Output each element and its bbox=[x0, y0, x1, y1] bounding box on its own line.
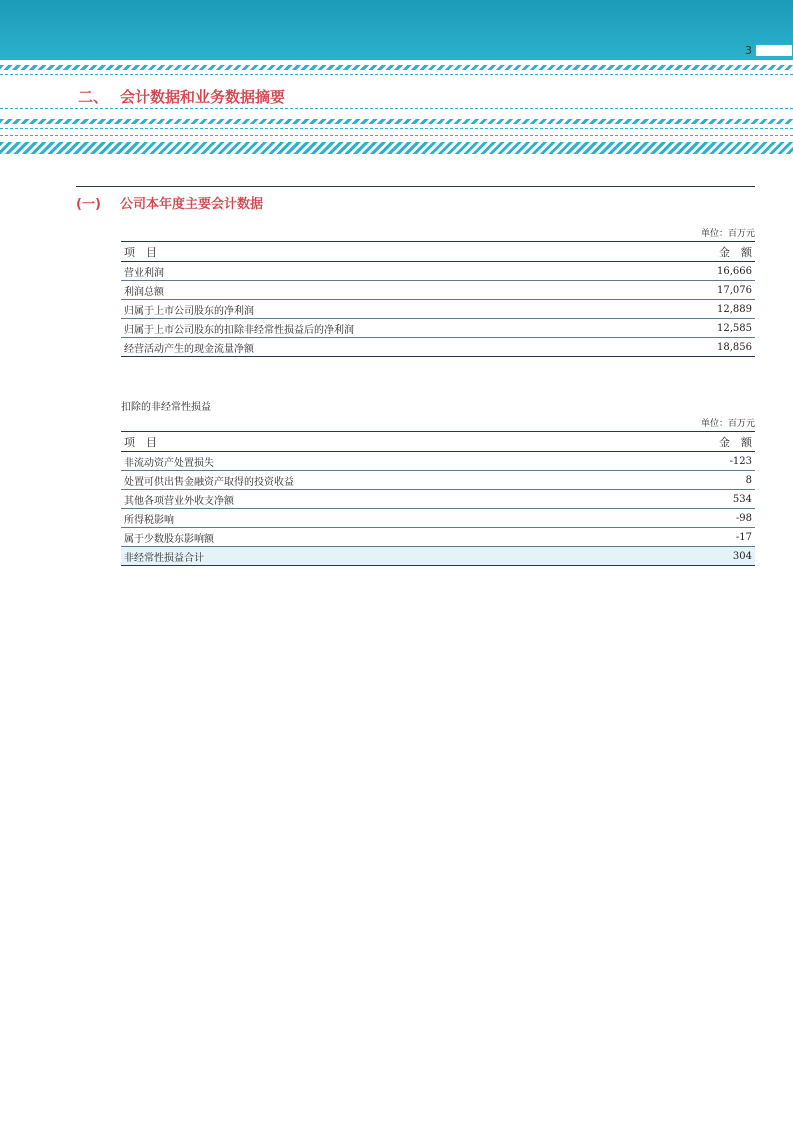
row-item: 营业利润 bbox=[121, 262, 661, 281]
column-header-item: 项 目 bbox=[121, 242, 661, 262]
row-item: 非流动资产处置损失 bbox=[121, 452, 640, 471]
table-row bbox=[121, 338, 755, 357]
table-row bbox=[121, 490, 755, 509]
row-item: 处置可供出售金融资产取得的投资收益 bbox=[121, 471, 640, 490]
table1-unit: 单位：百万元 bbox=[700, 229, 755, 239]
column-header-amount: 金 额 bbox=[661, 242, 755, 262]
row-amount: -123 bbox=[640, 452, 755, 471]
section-title: 会计数据和业务数据摘要 bbox=[120, 88, 286, 106]
header-hatch-stripe bbox=[0, 65, 793, 70]
subsection-heading bbox=[76, 193, 263, 212]
column-header-item: 项 目 bbox=[121, 432, 640, 452]
row-item: 所得税影响 bbox=[121, 509, 640, 528]
row-item: 归属于上市公司股东的扣除非经常性损益后的净利润 bbox=[121, 319, 661, 338]
table-header-row bbox=[121, 432, 755, 452]
table-row bbox=[121, 452, 755, 471]
row-amount: 12,889 bbox=[661, 300, 755, 319]
table-total-row bbox=[121, 547, 755, 566]
page-number: 3 bbox=[745, 44, 752, 57]
subsection-number: (一) bbox=[76, 197, 101, 212]
row-amount: -17 bbox=[640, 528, 755, 547]
table-row bbox=[121, 528, 755, 547]
row-amount: 8 bbox=[640, 471, 755, 490]
section-hatch-band bbox=[0, 142, 793, 154]
row-amount: 304 bbox=[640, 547, 755, 566]
section-dash-line-low bbox=[0, 135, 793, 136]
row-amount: 17,076 bbox=[661, 281, 755, 300]
row-item: 属于少数股东影响额 bbox=[121, 528, 640, 547]
row-item: 经营活动产生的现金流量净额 bbox=[121, 338, 661, 357]
row-item: 利润总额 bbox=[121, 281, 661, 300]
table-row bbox=[121, 471, 755, 490]
table2-unit: 单位：百万元 bbox=[700, 419, 755, 429]
row-amount: -98 bbox=[640, 509, 755, 528]
row-amount: 18,856 bbox=[661, 338, 755, 357]
non-recurring-items-table bbox=[121, 431, 755, 566]
subsection-rule bbox=[76, 186, 755, 187]
section-number: 二、 bbox=[78, 88, 109, 106]
row-amount: 534 bbox=[640, 490, 755, 509]
table-row bbox=[121, 300, 755, 319]
table-row bbox=[121, 319, 755, 338]
row-item: 归属于上市公司股东的净利润 bbox=[121, 300, 661, 319]
section-hatch-stripe bbox=[0, 119, 793, 124]
row-amount: 16,666 bbox=[661, 262, 755, 281]
row-amount: 12,585 bbox=[661, 319, 755, 338]
section-heading bbox=[78, 86, 285, 107]
row-item: 其他各项营业外收支净额 bbox=[121, 490, 640, 509]
row-item: 非经常性损益合计 bbox=[121, 547, 640, 566]
section-dash-line-mid bbox=[0, 128, 793, 129]
subsection-title: 公司本年度主要会计数据 bbox=[120, 197, 264, 212]
header-band bbox=[0, 0, 793, 60]
table-row bbox=[121, 509, 755, 528]
table-row bbox=[121, 262, 755, 281]
header-dash-line bbox=[0, 74, 793, 75]
column-header-amount: 金 额 bbox=[640, 432, 755, 452]
section-dash-line-top bbox=[0, 108, 793, 109]
table-row bbox=[121, 281, 755, 300]
table-header-row bbox=[121, 242, 755, 262]
non-recurring-table-label: 扣除的非经常性损益 bbox=[121, 402, 211, 413]
accounting-data-table bbox=[121, 241, 755, 357]
page-number-tab bbox=[755, 44, 792, 57]
